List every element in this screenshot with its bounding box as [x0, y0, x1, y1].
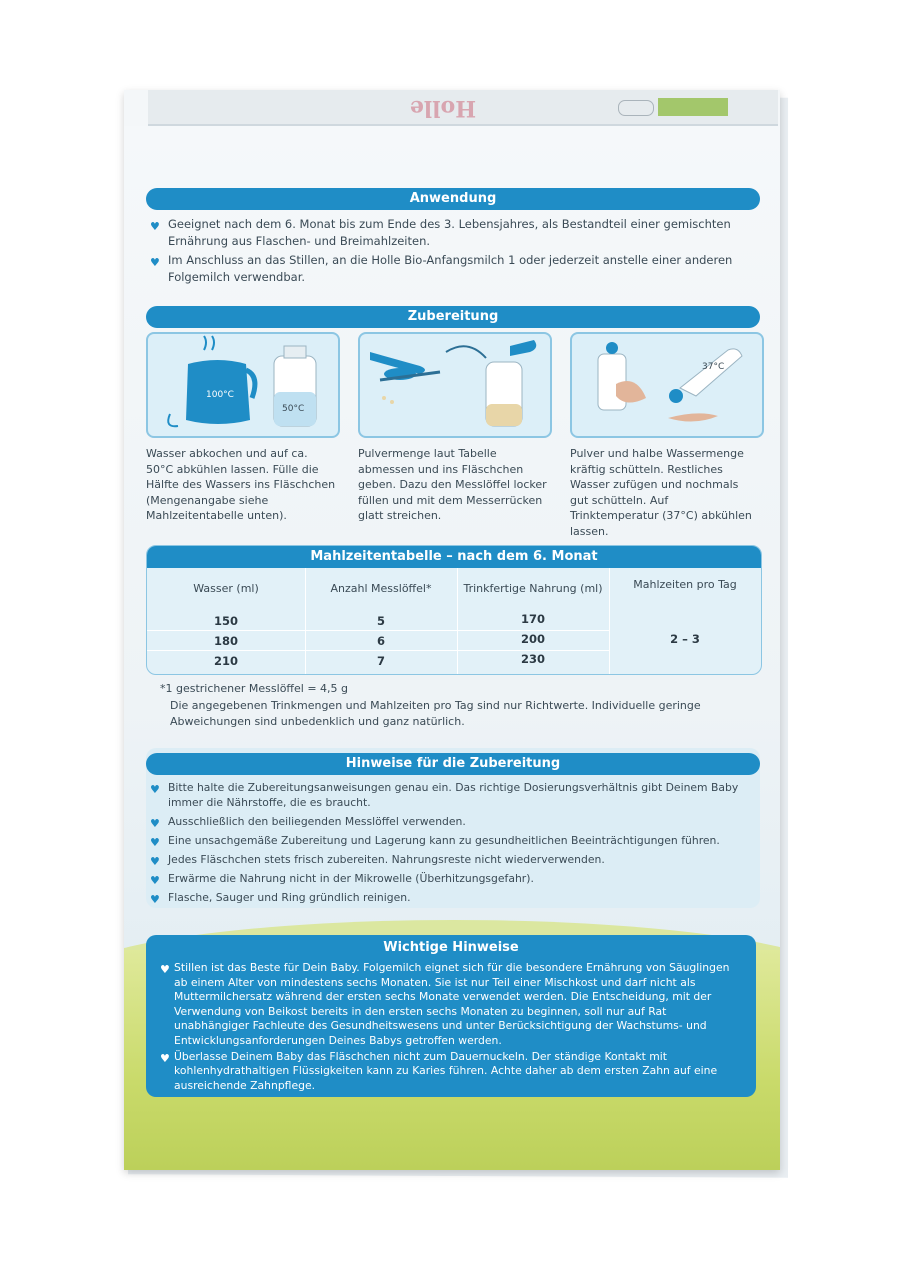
hinweise-heading: Hinweise für die Zubereitung: [146, 753, 760, 775]
step-2-text: Pulvermenge laut Tabelle abmessen und ins Fläschchen geben. Dazu den Messlöffel locker füllen und mit dem Messerrücken glatt streichen.: [358, 447, 547, 522]
meal-table: [146, 545, 762, 675]
list-item: ♥ Eine unsachgemäße Zubereitung und Lagerung kann zu gesundheitlichen Beeinträchtigungen führen.: [150, 834, 720, 849]
preparation-steps: [146, 332, 764, 538]
important-notes-panel: [146, 935, 756, 1097]
organic-badge: [658, 98, 728, 116]
heart-icon: ♥: [150, 220, 160, 233]
meals-per-day-value: 2 – 3: [670, 632, 700, 646]
scoop-bottle-illustration: [360, 334, 550, 436]
heart-icon: ♥: [150, 893, 160, 906]
row-divider: [147, 630, 609, 631]
column-header: Mahlzeiten pro Tag: [633, 578, 737, 591]
heart-icon: ♥: [150, 836, 160, 849]
zubereitung-heading: Zubereitung: [146, 306, 760, 328]
list-item: ♥ Bitte halte die Zubereitungsanweisungen genau ein. Das richtige Dosierungsverhältnis gibt Deinem Baby immer die Nährstoffe, die es braucht.: [150, 781, 739, 809]
column-header: Trinkfertige Nahrung (ml): [463, 582, 603, 595]
heart-icon: ♥: [150, 817, 160, 830]
temperature-label-drink: 37°C: [702, 362, 725, 372]
table-footnote: *1 gestrichener Messlöffel = 4,5 g: [160, 682, 349, 695]
list-item: ♥ Geeignet nach dem 6. Monat bis zum Ende des 3. Lebensjahres, als Bestandteil einer gemischten Ernährung aus Flaschen- und Breimahlzeiten.: [150, 217, 731, 248]
temperature-label-warm: 50°C: [282, 404, 305, 414]
kettle-bottle-illustration: [148, 334, 338, 436]
step-2-illustration: [358, 332, 552, 438]
table-cell: 170: [520, 612, 545, 626]
shake-bottle-illustration: [572, 334, 762, 436]
package-lid: [148, 90, 778, 126]
list-item: ♥ Erwärme die Nahrung nicht in der Mikrowelle (Überhitzungsgefahr).: [150, 872, 534, 887]
wichtig-list: [146, 955, 756, 1093]
table-cell: 6: [376, 634, 385, 648]
brand-logo: Holle: [409, 95, 477, 121]
column-header: Wasser (ml): [193, 582, 259, 595]
heart-icon: ♥: [160, 963, 170, 976]
step-3-text: Pulver und halbe Wassermenge kräftig schütteln. Restliches Wasser zufügen und nochmals gut schütteln. Auf Trinktemperatur (37°C) abkühlen lassen.: [570, 447, 752, 538]
heart-icon: ♥: [150, 874, 160, 887]
table-cell: 180: [213, 634, 238, 648]
meal-table-title: Mahlzeitentabelle – nach dem 6. Monat: [147, 546, 761, 568]
temperature-label-hot: 100°C: [206, 390, 234, 400]
wichtig-heading: Wichtige Hinweise: [383, 940, 519, 955]
step-1-illustration: [146, 332, 340, 438]
table-cell: 200: [520, 632, 545, 646]
list-item: ♥ Flasche, Sauger und Ring gründlich reinigen.: [150, 891, 411, 906]
table-note: Die angegebenen Trinkmengen und Mahlzeiten pro Tag sind nur Richtwerte. Individuelle geringe Abweichungen sind unbedenklich und ganz natürlich.: [170, 699, 701, 728]
column-header: Anzahl Messlöffel*: [330, 582, 432, 595]
anwendung-list: [146, 216, 766, 288]
table-cell: 7: [376, 654, 385, 668]
hinweise-list: [146, 780, 756, 907]
list-item: ♥ Überlasse Deinem Baby das Fläschchen nicht zum Dauernuckeln. Der ständige Kontakt mit kohlenhydrathaltigen Flüssigkeiten kann zu Karies führen. Achte daher ab dem ersten Zahn auf eine ausreichende Zahnpflege.: [160, 1049, 718, 1092]
table-cell: 150: [213, 614, 238, 628]
formula-package-back: [124, 90, 780, 1170]
list-item: ♥ Ausschließlich den beiliegenden Messlöffel verwenden.: [150, 815, 466, 830]
table-cell: 5: [376, 614, 385, 628]
step-3: [570, 332, 760, 539]
heart-icon: ♥: [150, 783, 160, 796]
row-divider: [147, 650, 609, 651]
list-item: ♥ Im Anschluss an das Stillen, an die Holle Bio-Anfangsmilch 1 oder jederzeit anstelle einer anderen Folgemilch verwendbar.: [150, 253, 733, 284]
anwendung-heading: Anwendung: [146, 188, 760, 210]
table-cell: 230: [520, 652, 545, 666]
step-2: [358, 332, 548, 524]
step-1-text: Wasser abkochen und auf ca. 50°C abkühlen lassen. Fülle die Hälfte des Wassers ins Fläschchen (Mengenangabe siehe Mahlzeitentabelle unten).: [146, 447, 336, 522]
heart-icon: ♥: [150, 256, 160, 269]
heart-icon: ♥: [160, 1051, 170, 1065]
lid-symbol: [618, 100, 654, 116]
step-1: [146, 332, 336, 524]
list-item: ♥ Stillen ist das Beste für Dein Baby. Folgemilch eignet sich für die besondere Ernährung von Säuglingen ab einem Alter von mindestens sechs Monaten. Sie ist nur Teil einer Mischkost und darf nicht als Muttermilchersatz während der ersten sechs Monate verwendet werden. Die Entscheidung, mit der Verwendung von Beikost bereits in den ersten sechs Monaten zu beginnen, soll nur auf Rat unabhängiger Fachleute des Gesundheitswesens und unter Berücksichtigung der Wachstums- und Entwicklungsanforderungen Deines Babys getroffen werden.: [160, 961, 730, 1047]
step-3-illustration: [570, 332, 764, 438]
list-item: ♥ Jedes Fläschchen stets frisch zubereiten. Nahrungsreste nicht wiederverwenden.: [150, 853, 605, 868]
heart-icon: ♥: [150, 855, 160, 868]
table-cell: 210: [213, 654, 238, 668]
